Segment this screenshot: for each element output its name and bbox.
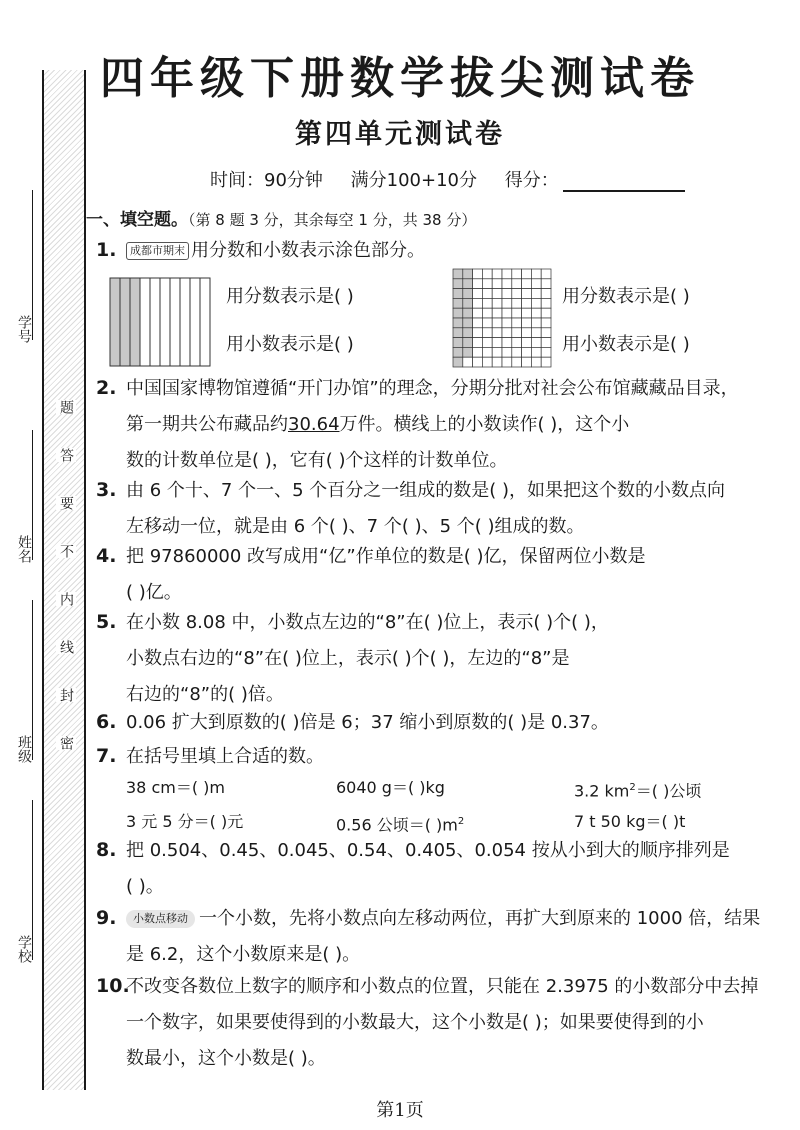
conversion-text: 0.56 公顷＝( )m	[336, 815, 458, 835]
question-number: 2.	[96, 377, 117, 399]
grid-cell	[492, 338, 502, 348]
grid-cell	[463, 279, 473, 289]
grid-cell	[492, 347, 502, 357]
grid-cell	[512, 347, 522, 357]
question-10	[96, 968, 796, 1077]
figure-grid	[452, 268, 552, 368]
grid-cell	[492, 308, 502, 318]
figure-strips	[108, 276, 212, 368]
seal-char: 不	[58, 544, 74, 558]
grid-cell	[522, 298, 532, 308]
q9-line2: 是 6.2，这个小数原来是( )。	[126, 944, 361, 965]
q2-line3: 数的计数单位是( )，它有( )个这样的计数单位。	[126, 450, 508, 471]
grid-cell	[522, 338, 532, 348]
question-text: 用分数和小数表示涂色部分。	[191, 240, 425, 261]
grid-cell	[512, 328, 522, 338]
grid-cell	[531, 318, 541, 328]
grid-cell	[502, 298, 512, 308]
grid-cell	[482, 289, 492, 299]
seal-char: 内	[58, 592, 74, 606]
grid-cell	[473, 269, 483, 279]
grid-cell	[512, 298, 522, 308]
q9-line1	[96, 900, 796, 937]
question-text: 在小数 8.08 中，小数点左边的“8”在( )位上，表示( )个( )，	[126, 612, 609, 633]
grid-cell	[463, 318, 473, 328]
grid-cell	[473, 347, 483, 357]
question-text: 第一期共公布藏品约	[126, 414, 288, 435]
grid-cell	[473, 338, 483, 348]
grid-cell	[502, 289, 512, 299]
grid-cell	[512, 308, 522, 318]
grid-cell	[482, 308, 492, 318]
conversion-item: 3 元 5 分＝( )元	[126, 812, 244, 831]
grid-cell	[482, 318, 492, 328]
conversion-item: 6040 g＝( )kg	[336, 778, 445, 797]
grid-cell	[541, 269, 551, 279]
q4-line2: ( )亿。	[126, 582, 182, 603]
question-text: 中国国家博物馆遵循“开门办馆”的理念，分期分批对社会公布馆藏藏品目录，	[126, 378, 739, 399]
grid-cell	[453, 357, 463, 367]
grid-cell	[522, 357, 532, 367]
q1-decimal-left: 用小数表示是( )	[226, 334, 354, 355]
q1-fraction-left: 用分数表示是( )	[226, 286, 354, 307]
q8-line1	[96, 832, 796, 869]
strip-cell	[140, 278, 150, 366]
q10-line3: 数最小，这个小数是( )。	[126, 1048, 326, 1069]
grid-cell	[482, 357, 492, 367]
q4-line1	[96, 538, 796, 575]
question-number: 5.	[96, 611, 117, 633]
grid-cell	[541, 357, 551, 367]
q2-line2	[96, 407, 796, 443]
section-title: 一、填空题。	[86, 210, 188, 230]
grid-cell	[463, 338, 473, 348]
strip-cell	[120, 278, 130, 366]
grid-cell	[502, 279, 512, 289]
grid-cell	[473, 289, 483, 299]
grid-cell	[453, 289, 463, 299]
question-number: 8.	[96, 839, 117, 861]
grid-cell	[492, 318, 502, 328]
question-number: 7.	[96, 745, 117, 767]
grid-cell	[482, 269, 492, 279]
margin-name-line	[32, 430, 33, 560]
seal-char: 题	[58, 400, 74, 414]
question-text: 由 6 个十、7 个一、5 个百分之一组成的数是( )，如果把这个数的小数点向	[126, 480, 726, 501]
grid-cell	[453, 318, 463, 328]
grid-cell	[541, 298, 551, 308]
grid-cell	[531, 269, 541, 279]
grid-cell	[463, 347, 473, 357]
question-2	[96, 370, 796, 479]
margin-school-line	[32, 800, 33, 960]
grid-cell	[522, 308, 532, 318]
grid-cell	[463, 308, 473, 318]
question-8	[96, 832, 796, 905]
strip-cell	[200, 278, 210, 366]
q1-decimal-right: 用小数表示是( )	[562, 334, 690, 355]
grid-cell	[463, 328, 473, 338]
grid-cell	[531, 328, 541, 338]
q2-line1	[96, 370, 796, 407]
margin-student-no-line	[32, 190, 33, 340]
q5-line3: 右边的“8”的( )倍。	[126, 684, 284, 705]
margin-class-label: 班级	[16, 735, 32, 763]
strip-cell	[150, 278, 160, 366]
grid-cell	[531, 289, 541, 299]
strip-cell	[130, 278, 140, 366]
strip-cell	[110, 278, 120, 366]
grid-cell	[502, 308, 512, 318]
margin-class-line	[32, 600, 33, 760]
page-subtitle: 第四单元测试卷	[295, 119, 505, 150]
grid-cell	[453, 298, 463, 308]
grid-cell	[541, 289, 551, 299]
grid-cell	[482, 279, 492, 289]
grid-cell	[453, 328, 463, 338]
grid-cell	[502, 357, 512, 367]
seal-char: 答	[58, 448, 74, 462]
full-score: 满分100+10分	[350, 170, 477, 191]
grid-cell	[463, 269, 473, 279]
score-label: 得分：	[504, 170, 559, 191]
question-text: 把 0.504、0.45、0.045、0.54、0.405、0.054 按从小到大的顺序排列是	[126, 840, 730, 861]
grid-cell	[531, 308, 541, 318]
strip-cell	[170, 278, 180, 366]
grid-cell	[522, 279, 532, 289]
grid-cell	[531, 347, 541, 357]
grid-cell	[463, 298, 473, 308]
grid-cell	[531, 298, 541, 308]
q10-line1	[96, 968, 796, 1005]
grid-cell	[531, 338, 541, 348]
question-text: 把 97860000 改写成用“亿”作单位的数是( )亿，保留两位小数是	[126, 546, 646, 567]
question-number: 6.	[96, 711, 117, 733]
grid-cell	[522, 347, 532, 357]
grid-cell	[482, 328, 492, 338]
conversion-text: ＝( )公顷	[635, 781, 702, 801]
margin-school-label: 学校	[16, 935, 32, 963]
grid-cell	[512, 269, 522, 279]
q8-line2: ( )。	[126, 876, 164, 897]
question-9	[96, 900, 796, 973]
conversion-item: 7 t 50 kg＝( )t	[574, 812, 686, 831]
grid-cell	[482, 298, 492, 308]
grid-cell	[453, 338, 463, 348]
question-text: 0.06 扩大到原数的( )倍是 6；37 缩小到原数的( )是 0.37。	[126, 712, 609, 733]
conversion-item: 38 cm＝( )m	[126, 778, 225, 797]
question-text: 在括号里填上合适的数。	[126, 746, 324, 767]
question-text: 万件。横线上的小数读作( )，这个小	[339, 414, 630, 435]
question-6	[96, 704, 796, 741]
section-note: （第 8 题 3 分，其余每空 1 分，共 38 分）	[188, 211, 477, 229]
seal-char: 要	[58, 496, 74, 510]
grid-cell	[522, 289, 532, 299]
grid-cell	[502, 269, 512, 279]
topic-tag: 小数点移动	[126, 910, 195, 928]
underlined-number: 30.64	[288, 414, 340, 435]
q3-line1	[96, 472, 796, 509]
question-1	[96, 232, 796, 269]
grid-cell	[453, 279, 463, 289]
grid-cell	[482, 338, 492, 348]
source-tag: 成都市期末	[126, 242, 189, 260]
q5-line2: 小数点右边的“8”在( )位上，表示( )个( )，左边的“8”是	[126, 648, 570, 669]
grid-cell	[541, 347, 551, 357]
grid-cell	[522, 318, 532, 328]
grid-cell	[512, 357, 522, 367]
conversion-text: 3.2 km	[574, 781, 630, 801]
grid-cell	[512, 279, 522, 289]
margin-student-no-label: 学号	[16, 315, 32, 343]
grid-cell	[492, 269, 502, 279]
grid-cell	[512, 289, 522, 299]
grid-cell	[492, 328, 502, 338]
grid-cell	[502, 318, 512, 328]
grid-cell	[522, 328, 532, 338]
grid-cell	[541, 338, 551, 348]
grid-cell	[531, 357, 541, 367]
grid-cell	[463, 357, 473, 367]
grid-cell	[512, 338, 522, 348]
q5-line1	[96, 604, 796, 641]
q7-row1	[96, 770, 796, 804]
q10-line2: 一个数字，如果要使得到的小数最大，这个小数是( )；如果要使得到的小	[126, 1012, 704, 1033]
seal-char: 封	[58, 688, 74, 702]
question-text: 一个小数，先将小数点向左移动两位，再扩大到原来的 1000 倍，结果	[199, 908, 761, 929]
grid-cell	[453, 347, 463, 357]
question-3	[96, 472, 796, 545]
grid-cell	[492, 279, 502, 289]
grid-cell	[492, 298, 502, 308]
superscript: 2	[629, 782, 636, 793]
grid-cell	[463, 289, 473, 299]
question-number: 10.	[96, 975, 130, 997]
grid-cell	[473, 298, 483, 308]
page-number: 第1页	[376, 1100, 424, 1121]
grid-cell	[522, 269, 532, 279]
grid-cell	[473, 328, 483, 338]
grid-cell	[541, 328, 551, 338]
grid-cell	[482, 347, 492, 357]
grid-cell	[531, 279, 541, 289]
question-number: 9.	[96, 907, 117, 929]
grid-cell	[502, 338, 512, 348]
page-title: 四年级下册数学拔尖测试卷	[100, 53, 700, 104]
section-heading	[86, 205, 476, 230]
grid-cell	[473, 357, 483, 367]
question-number: 3.	[96, 479, 117, 501]
question-5	[96, 604, 796, 713]
score-blank[interactable]	[563, 172, 685, 192]
question-number: 4.	[96, 545, 117, 567]
strip-cell	[180, 278, 190, 366]
grid-cell	[541, 308, 551, 318]
seal-char: 线	[58, 640, 74, 654]
grid-cell	[541, 279, 551, 289]
strip-cell	[160, 278, 170, 366]
q1-fraction-right: 用分数表示是( )	[562, 286, 690, 307]
grid-cell	[502, 347, 512, 357]
margin-name-label: 姓名	[16, 535, 32, 563]
exam-meta	[210, 166, 707, 192]
question-text: 不改变各数位上数字的顺序和小数点的位置，只能在 2.3975 的小数部分中去掉	[126, 976, 759, 997]
question-number: 1.	[96, 239, 117, 261]
grid-cell	[453, 308, 463, 318]
q7-conversions	[96, 770, 796, 838]
q3-line2: 左移动一位，就是由 6 个( )、7 个( )、5 个( )组成的数。	[126, 516, 585, 537]
grid-cell	[473, 279, 483, 289]
margin-seal-text	[56, 400, 72, 750]
grid-cell	[473, 318, 483, 328]
question-4	[96, 538, 796, 611]
grid-cell	[492, 289, 502, 299]
grid-cell	[453, 269, 463, 279]
grid-cell	[473, 308, 483, 318]
grid-cell	[541, 318, 551, 328]
grid-cell	[512, 318, 522, 328]
grid-cell	[502, 328, 512, 338]
superscript: 2	[457, 816, 465, 827]
strip-cell	[190, 278, 200, 366]
time-limit: 时间：90分钟	[210, 170, 323, 191]
grid-cell	[492, 357, 502, 367]
seal-char: 密	[58, 736, 74, 750]
